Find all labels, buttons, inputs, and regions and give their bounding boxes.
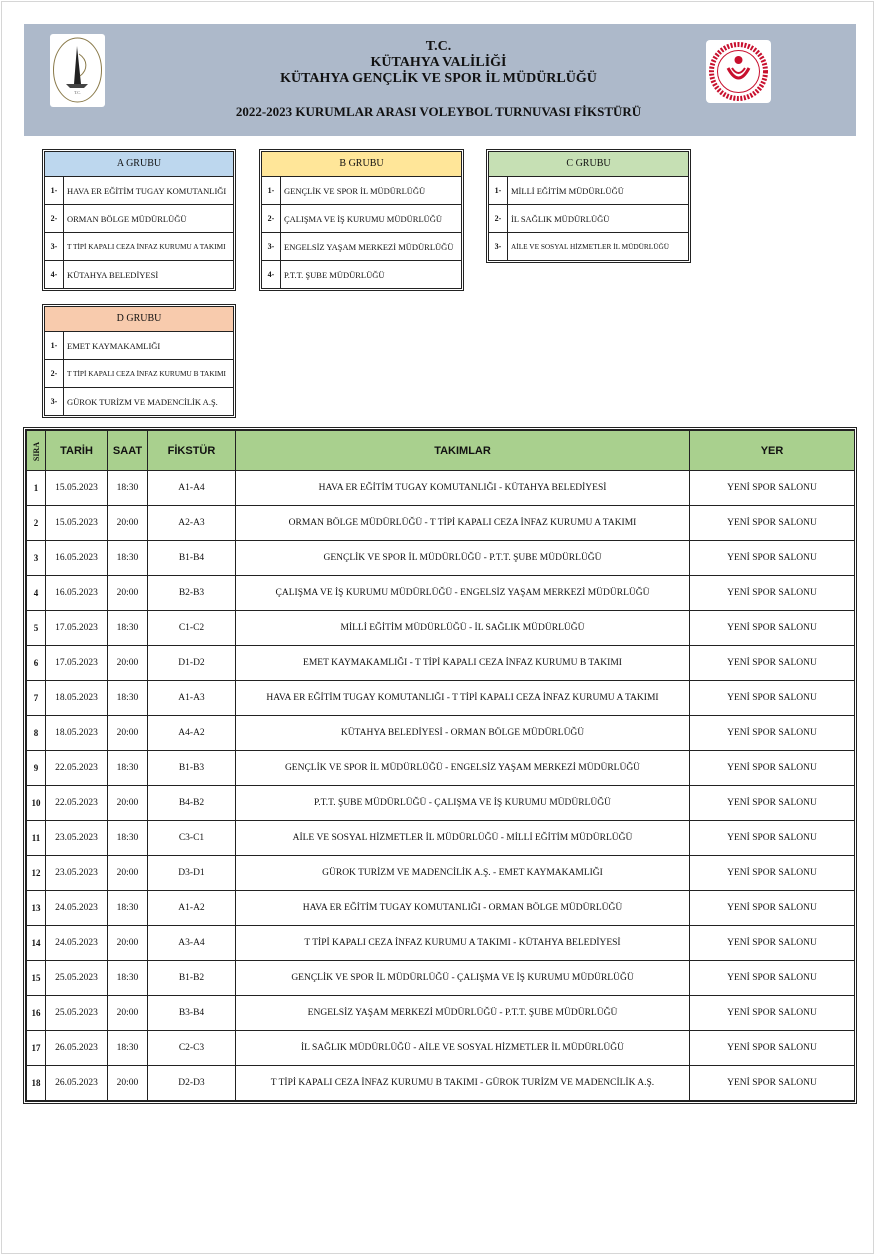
team-number: 4- [262,261,281,288]
cell-yer: YENİ SPOR SALONU [690,996,855,1031]
cell-fikstur: A1-A4 [148,471,236,506]
cell-yer: YENİ SPOR SALONU [690,681,855,716]
cell-sira: 12 [27,856,46,891]
cell-saat: 18:30 [108,891,148,926]
cell-yer: YENİ SPOR SALONU [690,1031,855,1066]
group-c-row [489,233,688,260]
cell-sira: 8 [27,716,46,751]
group-d-title: D GRUBU [45,307,233,332]
cell-fikstur: A3-A4 [148,926,236,961]
cell-takimlar: GENÇLİK VE SPOR İL MÜDÜRLÜĞÜ - ENGELSİZ YAŞAM MERKEZİ MÜDÜRLÜĞÜ [236,751,690,786]
cell-tarih: 17.05.2023 [46,646,108,681]
cell-sira: 9 [27,751,46,786]
group-c-row [489,177,688,205]
cell-takimlar: ENGELSİZ YAŞAM MERKEZİ MÜDÜRLÜĞÜ - P.T.T. ŞUBE MÜDÜRLÜĞÜ [236,996,690,1031]
cell-fikstur: C2-C3 [148,1031,236,1066]
cell-takimlar: GENÇLİK VE SPOR İL MÜDÜRLÜĞÜ - ÇALIŞMA VE İŞ KURUMU MÜDÜRLÜĞÜ [236,961,690,996]
svg-text:T.C.: T.C. [74,90,81,95]
cell-saat: 20:00 [108,576,148,611]
cell-sira: 17 [27,1031,46,1066]
cell-yer: YENİ SPOR SALONU [690,471,855,506]
table-row [27,576,855,611]
cell-sira: 14 [27,926,46,961]
cell-sira: 4 [27,576,46,611]
cell-sira: 7 [27,681,46,716]
table-row [27,681,855,716]
cell-saat: 20:00 [108,506,148,541]
cell-fikstur: D2-D3 [148,1066,236,1101]
cell-yer: YENİ SPOR SALONU [690,646,855,681]
cell-yer: YENİ SPOR SALONU [690,891,855,926]
cell-takimlar: T TİPİ KAPALI CEZA İNFAZ KURUMU B TAKIMI - GÜROK TURİZM VE MADENCİLİK A.Ş. [236,1066,690,1101]
team-number: 1- [262,177,281,204]
table-row [27,506,855,541]
cell-tarih: 16.05.2023 [46,576,108,611]
cell-takimlar: KÜTAHYA BELEDİYESİ - ORMAN BÖLGE MÜDÜRLÜĞÜ [236,716,690,751]
table-row [27,961,855,996]
team-number: 2- [45,360,64,387]
table-row [27,856,855,891]
group-a-title: A GRUBU [45,152,233,177]
team-number: 1- [489,177,508,204]
table-row [27,786,855,821]
team-number: 2- [45,205,64,232]
cell-fikstur: B3-B4 [148,996,236,1031]
cell-sira: 6 [27,646,46,681]
cell-tarih: 15.05.2023 [46,471,108,506]
team-number: 2- [262,205,281,232]
table-row [27,926,855,961]
group-b-row [262,205,461,233]
cell-fikstur: C3-C1 [148,821,236,856]
team-number: 3- [45,388,64,415]
cell-yer: YENİ SPOR SALONU [690,961,855,996]
team-number: 3- [262,233,281,260]
cell-takimlar: HAVA ER EĞİTİM TUGAY KOMUTANLIĞI - T TİPİ KAPALI CEZA İNFAZ KURUMU A TAKIMI [236,681,690,716]
team-name: GÜROK TURİZM VE MADENCİLİK A.Ş. [67,396,218,407]
cell-saat: 18:30 [108,961,148,996]
cell-takimlar: EMET KAYMAKAMLIĞI - T TİPİ KAPALI CEZA İNFAZ KURUMU B TAKIMI [236,646,690,681]
cell-sira: 3 [27,541,46,576]
cell-fikstur: D1-D2 [148,646,236,681]
table-row [27,751,855,786]
cell-tarih: 23.05.2023 [46,856,108,891]
cell-fikstur: A2-A3 [148,506,236,541]
table-row [27,1031,855,1066]
column-header-saat: SAAT [108,431,148,471]
cell-tarih: 25.05.2023 [46,996,108,1031]
cell-yer: YENİ SPOR SALONU [690,716,855,751]
group-b-row [262,177,461,205]
fixture-table [26,430,855,1101]
cell-tarih: 26.05.2023 [46,1031,108,1066]
cell-yer: YENİ SPOR SALONU [690,541,855,576]
group-c-row [489,205,688,233]
cell-tarih: 23.05.2023 [46,821,108,856]
team-name: AİLE VE SOSYAL HİZMETLER İL MÜDÜRLÜĞÜ [511,242,670,251]
table-row [27,541,855,576]
team-name: HAVA ER EĞİTİM TUGAY KOMUTANLIĞI [67,185,227,196]
cell-saat: 20:00 [108,646,148,681]
cell-sira: 18 [27,1066,46,1101]
cell-saat: 18:30 [108,611,148,646]
cell-takimlar: ÇALIŞMA VE İŞ KURUMU MÜDÜRLÜĞÜ - ENGELSİZ YAŞAM MERKEZİ MÜDÜRLÜĞÜ [236,576,690,611]
cell-tarih: 17.05.2023 [46,611,108,646]
cell-takimlar: İL SAĞLIK MÜDÜRLÜĞÜ - AİLE VE SOSYAL HİZMETLER İL MÜDÜRLÜĞÜ [236,1031,690,1066]
header-line-tc: T.C. [425,39,452,54]
cell-saat: 20:00 [108,926,148,961]
table-row [27,716,855,751]
team-name: MİLLİ EĞİTİM MÜDÜRLÜĞÜ [511,185,624,196]
team-name: T TİPİ KAPALI CEZA İNFAZ KURUMU B TAKIMI [67,369,226,378]
cell-takimlar: AİLE VE SOSYAL HİZMETLER İL MÜDÜRLÜĞÜ - MİLLİ EĞİTİM MÜDÜRLÜĞÜ [236,821,690,856]
group-c-box [486,149,691,263]
cell-saat: 18:30 [108,541,148,576]
cell-tarih: 18.05.2023 [46,716,108,751]
cell-yer: YENİ SPOR SALONU [690,751,855,786]
cell-yer: YENİ SPOR SALONU [690,506,855,541]
page-title: 2022-2023 KURUMLAR ARASI VOLEYBOL TURNUVASI FİKSTÜRÜ [235,104,642,119]
cell-fikstur: A1-A3 [148,681,236,716]
cell-saat: 20:00 [108,996,148,1031]
column-header-sira: SIRA [27,431,46,471]
group-a-row [45,177,233,205]
header-line-mudurluk: KÜTAHYA GENÇLİK VE SPOR İL MÜDÜRLÜĞÜ [280,71,597,86]
cell-tarih: 16.05.2023 [46,541,108,576]
table-row [27,821,855,856]
group-c-title: C GRUBU [489,152,688,177]
cell-takimlar: T TİPİ KAPALI CEZA İNFAZ KURUMU A TAKIMI - KÜTAHYA BELEDİYESİ [236,926,690,961]
cell-yer: YENİ SPOR SALONU [690,576,855,611]
team-name: EMET KAYMAKAMLIĞI [67,340,161,351]
cell-fikstur: D3-D1 [148,856,236,891]
cell-takimlar: HAVA ER EĞİTİM TUGAY KOMUTANLIĞI - ORMAN BÖLGE MÜDÜRLÜĞÜ [236,891,690,926]
cell-fikstur: B4-B2 [148,786,236,821]
cell-sira: 5 [27,611,46,646]
cell-saat: 20:00 [108,716,148,751]
cell-tarih: 24.05.2023 [46,891,108,926]
table-row [27,891,855,926]
cell-yer: YENİ SPOR SALONU [690,786,855,821]
cell-yer: YENİ SPOR SALONU [690,1066,855,1101]
cell-tarih: 22.05.2023 [46,751,108,786]
cell-saat: 18:30 [108,821,148,856]
cell-takimlar: MİLLİ EĞİTİM MÜDÜRLÜĞÜ - İL SAĞLIK MÜDÜRLÜĞÜ [236,611,690,646]
cell-takimlar: GÜROK TURİZM VE MADENCİLİK A.Ş. - EMET KAYMAKAMLIĞI [236,856,690,891]
column-header-yer: YER [690,431,855,471]
group-d-box [42,304,236,418]
cell-takimlar: ORMAN BÖLGE MÜDÜRLÜĞÜ - T TİPİ KAPALI CEZA İNFAZ KURUMU A TAKIMI [236,506,690,541]
team-name: ENGELSİZ YAŞAM MERKEZİ MÜDÜRLÜĞÜ [284,241,454,252]
cell-fikstur: A4-A2 [148,716,236,751]
table-row [27,1066,855,1101]
cell-saat: 18:30 [108,751,148,786]
group-b-row [262,261,461,288]
cell-fikstur: B1-B2 [148,961,236,996]
cell-yer: YENİ SPOR SALONU [690,821,855,856]
fixture-table-wrapper [23,427,857,1104]
cell-saat: 20:00 [108,856,148,891]
team-name: T TİPİ KAPALI CEZA İNFAZ KURUMU A TAKIMI [67,242,226,251]
team-name: P.T.T. ŞUBE MÜDÜRLÜĞÜ [284,269,385,280]
team-number: 3- [45,233,64,260]
cell-fikstur: B2-B3 [148,576,236,611]
cell-takimlar: HAVA ER EĞİTİM TUGAY KOMUTANLIĞI - KÜTAHYA BELEDİYESİ [236,471,690,506]
cell-fikstur: B1-B3 [148,751,236,786]
cell-saat: 18:30 [108,1031,148,1066]
cell-tarih: 15.05.2023 [46,506,108,541]
cell-saat: 20:00 [108,1066,148,1101]
cell-saat: 18:30 [108,681,148,716]
cell-sira: 16 [27,996,46,1031]
cell-yer: YENİ SPOR SALONU [690,856,855,891]
cell-tarih: 26.05.2023 [46,1066,108,1101]
team-name: GENÇLİK VE SPOR İL MÜDÜRLÜĞÜ [284,185,426,196]
column-header-tarih: TARİH [46,431,108,471]
group-a-row [45,233,233,261]
team-name: İL SAĞLIK MÜDÜRLÜĞÜ [511,213,610,224]
group-b-title: B GRUBU [262,152,461,177]
column-header-fikstur: FİKSTÜR [148,431,236,471]
cell-takimlar: GENÇLİK VE SPOR İL MÜDÜRLÜĞÜ - P.T.T. ŞUBE MÜDÜRLÜĞÜ [236,541,690,576]
cell-sira: 1 [27,471,46,506]
cell-takimlar: P.T.T. ŞUBE MÜDÜRLÜĞÜ - ÇALIŞMA VE İŞ KURUMU MÜDÜRLÜĞÜ [236,786,690,821]
fixture-body [27,471,855,1101]
column-header-takimlar: TAKIMLAR [236,431,690,471]
cell-sira: 15 [27,961,46,996]
team-name: ÇALIŞMA VE İŞ KURUMU MÜDÜRLÜĞÜ [284,213,443,224]
header-line-valilik: KÜTAHYA VALİLİĞİ [370,55,507,70]
cell-sira: 2 [27,506,46,541]
cell-tarih: 22.05.2023 [46,786,108,821]
team-number: 2- [489,205,508,232]
cell-fikstur: B1-B4 [148,541,236,576]
table-row [27,996,855,1031]
cell-tarih: 25.05.2023 [46,961,108,996]
group-a-box [42,149,236,291]
table-row [27,646,855,681]
team-number: 1- [45,332,64,359]
team-number: 1- [45,177,64,204]
table-row [27,471,855,506]
cell-sira: 13 [27,891,46,926]
team-name: ORMAN BÖLGE MÜDÜRLÜĞÜ [67,213,187,224]
group-d-row [45,360,233,388]
group-d-row [45,332,233,360]
cell-sira: 11 [27,821,46,856]
team-number: 4- [45,261,64,288]
fixture-header-row [27,431,855,471]
team-number: 3- [489,233,508,260]
table-row [27,611,855,646]
cell-yer: YENİ SPOR SALONU [690,611,855,646]
cell-fikstur: A1-A2 [148,891,236,926]
group-a-row [45,261,233,288]
group-a-row [45,205,233,233]
cell-saat: 20:00 [108,786,148,821]
group-d-row [45,388,233,415]
team-name: KÜTAHYA BELEDİYESİ [67,269,159,280]
group-b-row [262,233,461,261]
cell-yer: YENİ SPOR SALONU [690,926,855,961]
cell-tarih: 24.05.2023 [46,926,108,961]
cell-tarih: 18.05.2023 [46,681,108,716]
cell-fikstur: C1-C2 [148,611,236,646]
kutahya-valiligi-logo-icon [50,34,105,107]
cell-sira: 10 [27,786,46,821]
group-b-box [259,149,464,291]
cell-saat: 18:30 [108,471,148,506]
